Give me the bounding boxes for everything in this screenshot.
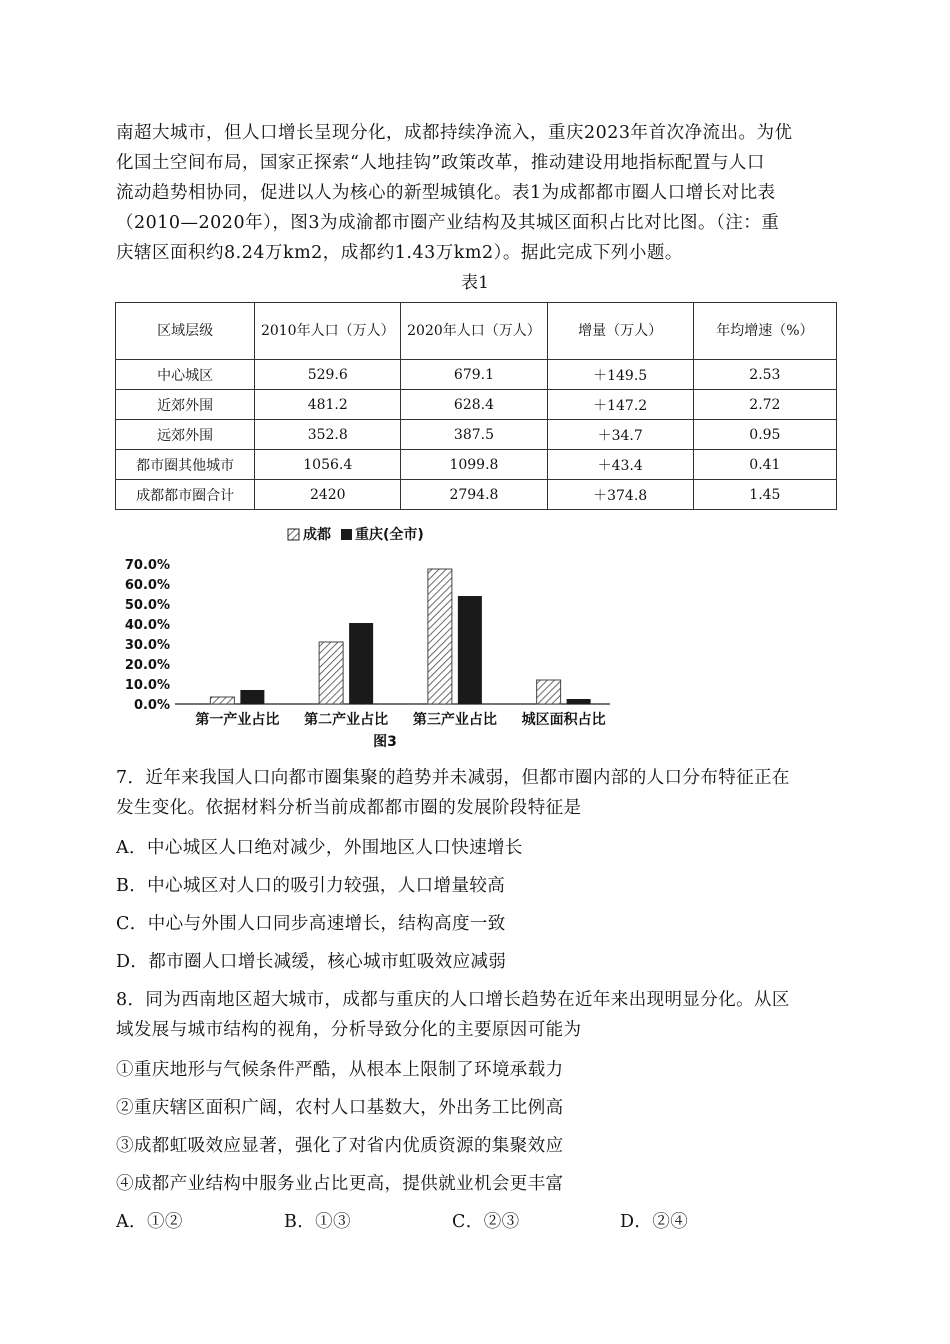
q7-option-b: B．中心城区对人口的吸引力较强，人口增量较高 — [116, 876, 506, 896]
table-header-cell: 增量（万人） — [547, 303, 693, 360]
figure-3-chart — [120, 520, 620, 755]
bar-chongqing — [567, 699, 591, 704]
bars-group — [210, 569, 590, 704]
x-tick-label: 第三产业占比 — [412, 712, 497, 728]
table-title: 表1 — [461, 273, 489, 293]
table-cell: 1056.4 — [255, 450, 401, 480]
table-cell: 529.6 — [255, 360, 401, 390]
table-cell: ＋34.7 — [547, 420, 693, 450]
table-header-cell: 2010年人口（万人） — [255, 303, 401, 360]
table-cell: 481.2 — [255, 390, 401, 420]
table-cell: 都市圈其他城市 — [116, 450, 255, 480]
q7-stem-line: 发生变化。依据材料分析当前成都都市圈的发展阶段特征是 — [116, 798, 582, 818]
table-cell: 1099.8 — [401, 450, 547, 480]
table-row — [116, 390, 837, 420]
q7-stem — [116, 763, 841, 823]
q8-stem-line: 8．同为西南地区超大城市，成都与重庆的人口增长趋势在近年来出现明显分化。从区 — [116, 990, 790, 1010]
legend-hatch-swatch — [288, 529, 299, 540]
table-cell: 679.1 — [401, 360, 547, 390]
table-cell: 387.5 — [401, 420, 547, 450]
y-tick-label: 70.0% — [124, 558, 170, 573]
table-cell: 远郊外围 — [116, 420, 255, 450]
intro-paragraph — [116, 118, 841, 268]
legend-solid-swatch — [341, 529, 352, 540]
table-header-cell: 区域层级 — [116, 303, 255, 360]
bar-chongqing — [458, 596, 482, 704]
q7-option-a: A．中心城区人口绝对减少，外围地区人口快速增长 — [116, 838, 523, 858]
intro-line: 庆辖区面积约8.24万km2，成都约1.43万km2）。据此完成下列小题。 — [116, 243, 683, 263]
q8-options — [116, 1203, 841, 1241]
q8-statement-3: ③成都虹吸效应显著，强化了对省内优质资源的集聚效应 — [116, 1136, 564, 1156]
q7-stem-line: 7．近年来我国人口向都市圈集聚的趋势并未减弱，但都市圈内部的人口分布特征正在 — [116, 768, 790, 788]
bar-chengdu — [537, 680, 561, 704]
table-cell: 2.53 — [693, 360, 836, 390]
q8-stem — [116, 985, 841, 1045]
population-table — [115, 302, 837, 510]
questions-section — [116, 763, 841, 1241]
bar-chengdu — [319, 642, 343, 704]
y-tick-label: 40.0% — [124, 618, 170, 633]
q7-option-c: C．中心与外围人口同步高速增长，结构高度一致 — [116, 914, 506, 934]
y-tick-label: 30.0% — [124, 638, 170, 653]
table-header-cell: 2020年人口（万人） — [401, 303, 547, 360]
intro-line: 流动趋势相协同，促进以人为核心的新型城镇化。表1为成都都市圈人口增长对比表 — [116, 183, 776, 203]
table-cell: 1.45 — [693, 480, 836, 510]
question-7 — [116, 763, 841, 981]
legend-label-chongqing: 重庆(全市) — [355, 527, 424, 543]
intro-line: 南超大城市，但人口增长呈现分化，成都持续净流入，重庆2023年首次净流出。为优 — [116, 123, 793, 143]
question-8 — [116, 985, 841, 1241]
bar-chart-svg — [120, 520, 620, 755]
q8-statement-1: ①重庆地形与气候条件严酷，从根本上限制了环境承载力 — [116, 1060, 564, 1080]
q8-option-c: C．②③ — [452, 1212, 520, 1232]
legend-label-chengdu: 成都 — [303, 527, 331, 543]
table-cell: ＋374.8 — [547, 480, 693, 510]
table-row — [116, 450, 837, 480]
chart-caption: 图3 — [373, 734, 397, 750]
table-row — [116, 480, 837, 510]
table-cell: 近郊外围 — [116, 390, 255, 420]
intro-line: 化国土空间布局，国家正探索“人地挂钩”政策改革，推动建设用地指标配置与人口 — [116, 153, 765, 173]
bar-chengdu — [428, 569, 452, 704]
y-tick-label: 0.0% — [133, 698, 170, 713]
q8-option-a: A．①② — [116, 1212, 183, 1232]
table-cell: ＋147.2 — [547, 390, 693, 420]
bar-chongqing — [349, 623, 373, 704]
x-tick-label: 第二产业占比 — [304, 712, 389, 728]
table-cell: 成都都市圈合计 — [116, 480, 255, 510]
q8-statement-2: ②重庆辖区面积广阔，农村人口基数大，外出务工比例高 — [116, 1098, 564, 1118]
y-tick-label: 20.0% — [124, 658, 170, 673]
table-cell: 2420 — [255, 480, 401, 510]
x-tick-label: 城区面积占比 — [521, 712, 606, 728]
table-cell: 0.95 — [693, 420, 836, 450]
x-tick-label: 第一产业占比 — [195, 712, 280, 728]
intro-line: （2010—2020年），图3为成渝都市圈产业结构及其城区面积占比对比图。（注：重 — [116, 213, 780, 233]
table-cell: 2794.8 — [401, 480, 547, 510]
table-row — [116, 360, 837, 390]
table-cell: 2.72 — [693, 390, 836, 420]
q8-option-b: B．①③ — [284, 1212, 351, 1232]
q8-option-d: D．②④ — [620, 1212, 689, 1232]
q7-option-d: D．都市圈人口增长减缓，核心城市虹吸效应减弱 — [116, 952, 507, 972]
table-cell: 628.4 — [401, 390, 547, 420]
q8-statement-4: ④成都产业结构中服务业占比更高，提供就业机会更丰富 — [116, 1174, 564, 1194]
table-cell: ＋43.4 — [547, 450, 693, 480]
x-axis-labels — [195, 711, 605, 728]
table-cell: 352.8 — [255, 420, 401, 450]
y-tick-label: 10.0% — [124, 678, 170, 693]
y-tick-label: 60.0% — [124, 578, 170, 593]
table-cell: ＋149.5 — [547, 360, 693, 390]
bar-chongqing — [240, 690, 264, 704]
chart-legend — [288, 526, 424, 543]
y-tick-label: 50.0% — [124, 598, 170, 613]
table-row — [116, 420, 837, 450]
table-header-row — [116, 303, 837, 360]
table-header-cell: 年均增速（%） — [693, 303, 836, 360]
table-cell: 中心城区 — [116, 360, 255, 390]
y-axis — [125, 558, 170, 713]
bar-chengdu — [210, 697, 234, 704]
q8-stem-line: 域发展与城市结构的视角，分析导致分化的主要原因可能为 — [116, 1020, 582, 1040]
table-cell: 0.41 — [693, 450, 836, 480]
